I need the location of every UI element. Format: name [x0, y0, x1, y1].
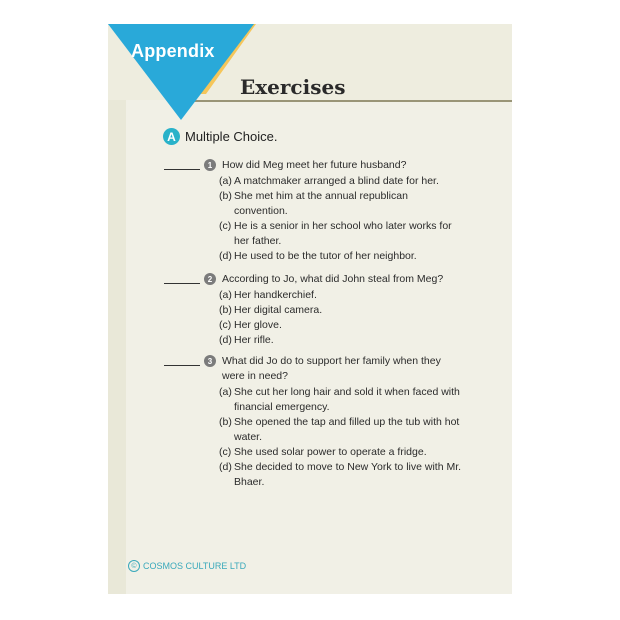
option-label: (d) [219, 461, 232, 473]
option [219, 249, 464, 264]
question-stem: How did Meg meet her future husband? [222, 159, 407, 171]
answer-blank[interactable] [164, 158, 200, 170]
option-text: He used to be the tutor of her neighbor. [234, 250, 417, 262]
question-number: 2 [204, 273, 216, 285]
option-label: (a) [219, 289, 232, 301]
section-title: Multiple Choice. [185, 129, 278, 144]
question-stem: What did Jo do to support her family when they were in need? [222, 355, 441, 382]
option-text: Her glove. [234, 319, 282, 331]
option-text: Her rifle. [234, 334, 274, 346]
section-badge: A [163, 128, 180, 145]
question-number: 3 [204, 355, 216, 367]
copyright-watermark [128, 560, 246, 572]
book-page [108, 24, 512, 594]
option [219, 219, 464, 249]
option-label: (d) [219, 250, 232, 262]
question-stem: According to Jo, what did John steal from Meg? [222, 273, 444, 285]
option [219, 415, 464, 445]
answer-blank[interactable] [164, 354, 200, 366]
answer-blank[interactable] [164, 272, 200, 284]
option-text: She cut her long hair and sold it when faced with financial emergency. [234, 386, 460, 413]
option-list [219, 174, 464, 264]
option-label: (c) [219, 220, 232, 232]
option [219, 288, 464, 303]
option-text: She met him at the annual republican convention. [234, 190, 408, 217]
option [219, 385, 464, 415]
option-list [219, 288, 464, 348]
option-label: (d) [219, 334, 232, 346]
option-label: (a) [219, 175, 232, 187]
option [219, 318, 464, 333]
copyright-icon: © [128, 560, 140, 572]
option [219, 189, 464, 219]
option-label: (c) [219, 319, 232, 331]
option-label: (c) [219, 446, 232, 458]
appendix-triangle [108, 24, 254, 120]
option [219, 460, 464, 490]
option-text: She opened the tap and filled up the tub with hot water. [234, 416, 460, 443]
option [219, 445, 464, 460]
option-text: She used solar power to operate a fridge. [234, 446, 427, 458]
option [219, 333, 464, 348]
option-label: (b) [219, 190, 232, 202]
option [219, 303, 464, 318]
option-text: A matchmaker arranged a blind date for her. [234, 175, 439, 187]
option-text: He is a senior in her school who later works for her father. [234, 220, 452, 247]
option-text: Her digital camera. [234, 304, 323, 316]
page-title: Exercises [240, 75, 346, 99]
option-label: (b) [219, 304, 232, 316]
option-text: Her handkerchief. [234, 289, 317, 301]
copyright-text: COSMOS CULTURE LTD [143, 561, 247, 571]
question-number: 1 [204, 159, 216, 171]
appendix-label: Appendix [131, 41, 215, 61]
option [219, 174, 464, 189]
option-list [219, 385, 464, 490]
appendix-banner [108, 24, 258, 124]
section-heading [163, 128, 278, 145]
option-label: (a) [219, 386, 232, 398]
option-text: She decided to move to New York to live with Mr. Bhaer. [234, 461, 462, 488]
option-label: (b) [219, 416, 232, 428]
